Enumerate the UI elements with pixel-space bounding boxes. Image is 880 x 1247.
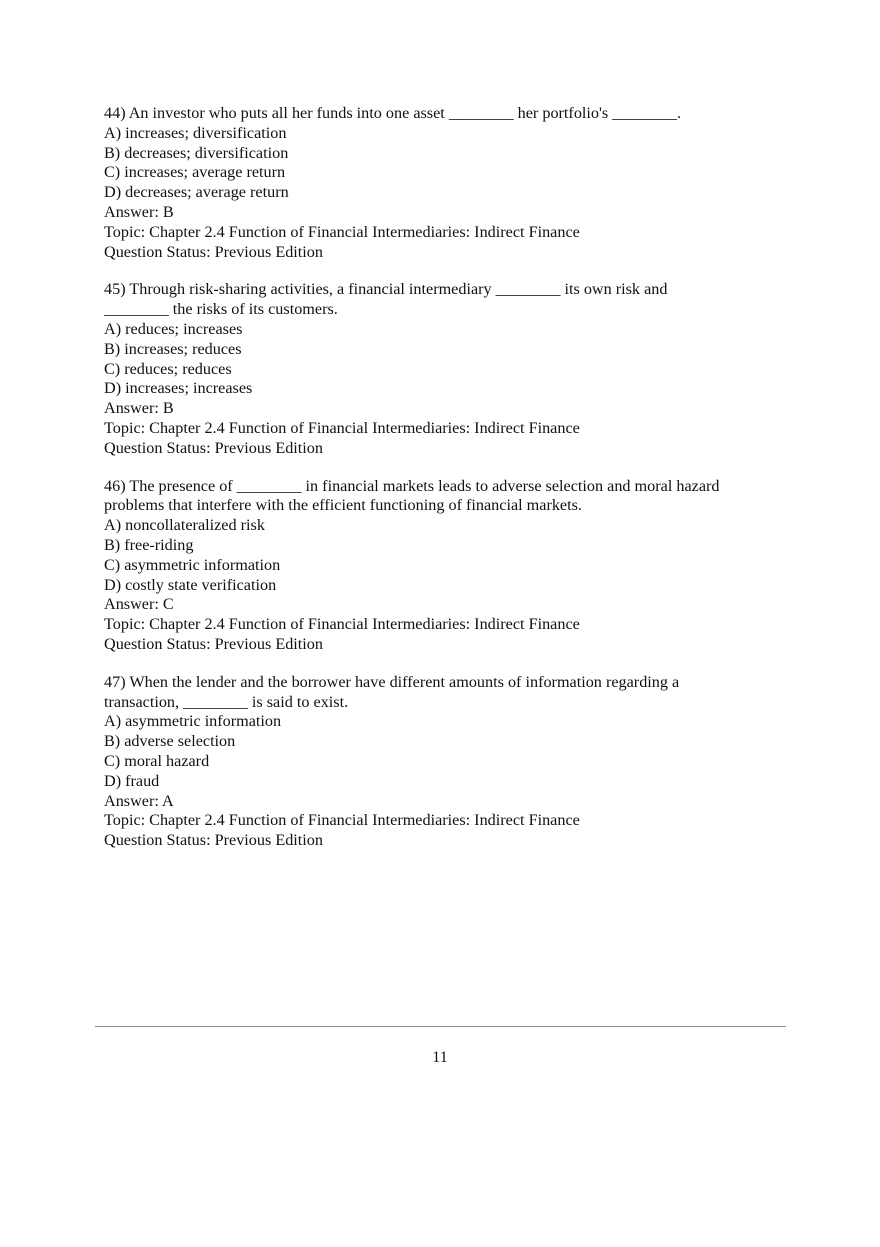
question-46 [104, 477, 784, 655]
option-a: A) asymmetric information [104, 712, 282, 731]
topic-line: Topic: Chapter 2.4 Function of Financial Intermediaries: Indirect Finance [104, 222, 580, 241]
answer-line: Answer: C [104, 595, 174, 614]
option-b: B) decreases; diversification [104, 143, 289, 162]
option-b: B) increases; reduces [104, 339, 242, 358]
topic-line: Topic: Chapter 2.4 Function of Financial Intermediaries: Indirect Finance [104, 615, 580, 634]
question-45 [104, 280, 784, 458]
option-d: D) increases; increases [104, 379, 253, 398]
question-44 [104, 104, 784, 262]
footer-divider [95, 1026, 786, 1027]
answer-line: Answer: A [104, 791, 174, 810]
status-line: Question Status: Previous Edition [104, 634, 323, 653]
topic-line: Topic: Chapter 2.4 Function of Financial Intermediaries: Indirect Finance [104, 811, 580, 830]
option-c: C) asymmetric information [104, 555, 281, 574]
option-a: A) noncollateralized risk [104, 516, 265, 535]
question-47 [104, 673, 784, 851]
question-stem: 47) When the lender and the borrower have different amounts of information regarding a [104, 672, 680, 691]
option-d: D) fraud [104, 771, 160, 790]
answer-line: Answer: B [104, 202, 174, 221]
question-stem-continued: ________ the risks of its customers. [104, 300, 338, 319]
status-line: Question Status: Previous Edition [104, 831, 323, 850]
answer-line: Answer: B [104, 399, 174, 418]
option-a: A) increases; diversification [104, 123, 287, 142]
status-line: Question Status: Previous Edition [104, 242, 323, 261]
question-stem-continued: transaction, ________ is said to exist. [104, 692, 349, 711]
topic-line: Topic: Chapter 2.4 Function of Financial Intermediaries: Indirect Finance [104, 418, 580, 437]
status-line: Question Status: Previous Edition [104, 438, 323, 457]
question-stem: 45) Through risk-sharing activities, a financial intermediary ________ its own risk and [104, 280, 668, 299]
option-c: C) reduces; reduces [104, 359, 232, 378]
question-stem: 46) The presence of ________ in financial markets leads to adverse selection and moral hazard [104, 476, 720, 495]
option-b: B) free-riding [104, 535, 194, 554]
question-stem: 44) An investor who puts all her funds into one asset ________ her portfolio's ________. [104, 104, 682, 122]
option-a: A) reduces; increases [104, 319, 243, 338]
page-number: 11 [432, 1049, 448, 1066]
option-d: D) costly state verification [104, 575, 277, 594]
option-c: C) increases; average return [104, 163, 286, 182]
option-b: B) adverse selection [104, 732, 236, 751]
option-d: D) decreases; average return [104, 183, 289, 202]
question-stem-continued: problems that interfere with the efficient functioning of financial markets. [104, 496, 582, 515]
question-list [104, 104, 784, 869]
option-c: C) moral hazard [104, 751, 210, 770]
